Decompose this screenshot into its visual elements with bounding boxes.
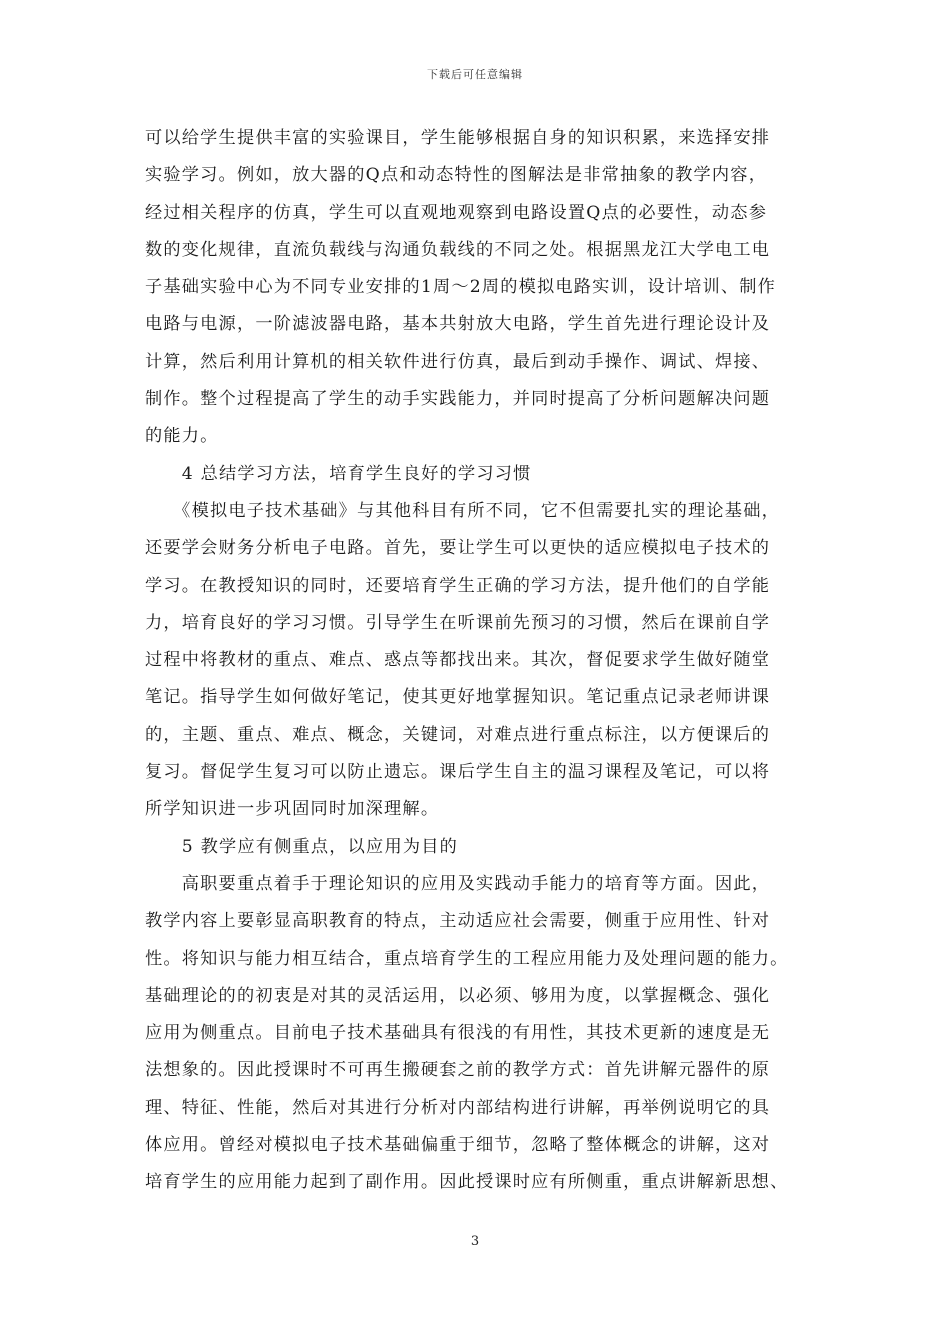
text-line: 的能力。 [145,426,219,447]
text-line: 可以给学生提供丰富的实验课目，学生能够根据自身的知识积累，来选择安排 [145,128,771,148]
text-line: 力，培育良好的学习习惯。引导学生在听课前先预习的习惯，然后在课前自学 [145,612,771,633]
text-line: 法想象的。因此授课时不可再生搬硬套之前的教学方式：首先讲解元器件的原 [145,1060,771,1081]
text-line: 应用为侧重点。目前电子技术基础具有很浅的有用性，其技术更新的速度是无 [145,1023,771,1044]
page-header: 下载后可任意编辑 [427,68,523,81]
text-line: 数的变化规律，直流负载线与沟通负载线的不同之处。根据黑龙江大学电工电 [145,239,771,260]
text-line: 笔记。指导学生如何做好笔记，使其更好地掌握知识。笔记重点记录老师讲课 [145,687,771,708]
text-line: 《模拟电子技术基础》与其他科目有所不同，它不但需要扎实的理论基础， [145,500,780,521]
text-line: 子基础实验中心为不同专业安排的1周～2周的模拟电路实训，设计培训、制作 [145,277,777,298]
text-line: 高职要重点着手于理论知识的应用及实践动手能力的培育等方面。因此， [145,873,771,894]
text-line: 电路与电源，一阶滤波器电路，基本共射放大电路，学生首先进行理论设计及 [145,314,771,335]
section-heading: 5 教学应有侧重点，以应用为目的 [145,836,459,857]
text-line: 复习。督促学生复习可以防止遗忘。课后学生自主的温习课程及笔记，可以将 [145,762,771,783]
text-line: 体应用。曾经对模拟电子技术基础偏重于细节，忽略了整体概念的讲解，这对 [145,1135,771,1156]
text-line: 制作。整个过程提高了学生的动手实践能力，并同时提高了分析问题解决问题 [145,389,771,410]
text-line: 计算，然后利用计算机的相关软件进行仿真，最后到动手操作、调试、焊接、 [145,351,771,372]
text-line: 基础理论的的初衷是对其的灵活运用，以必须、够用为度，以掌握概念、强化 [145,985,771,1006]
text-line: 过程中将教材的重点、难点、惑点等都找出来。其次，督促要求学生做好随堂 [145,650,771,671]
text-line: 学习。在教授知识的同时，还要培育学生正确的学习方法，提升他们的自学能 [145,575,771,596]
text-line: 理、特征、性能，然后对其进行分析对内部结构进行讲解，再举例说明它的具 [145,1097,771,1118]
text-line: 还要学会财务分析电子电路。首先，要让学生可以更快的适应模拟电子技术的 [145,538,771,559]
text-line: 经过相关程序的仿真，学生可以直观地观察到电路设置Q点的必要性，动态参 [145,202,768,223]
document-body [145,120,808,1202]
text-line: 教学内容上要彰显高职教育的特点，主动适应社会需要，侧重于应用性、针对 [145,911,771,932]
text-line: 的，主题、重点、难点、概念，关键词，对难点进行重点标注，以方便课后的 [145,724,771,745]
text-line: 培育学生的应用能力起到了副作用。因此授课时应有所侧重，重点讲解新思想、 [145,1172,789,1193]
section-heading: 4 总结学习方法，培育学生良好的学习习惯 [145,463,532,484]
text-line: 所学知识进一步巩固同时加深理解。 [145,799,440,820]
page-number: 3 [470,1234,480,1249]
text-line: 性。将知识与能力相互结合，重点培育学生的工程应用能力及处理问题的能力。 [145,948,789,969]
text-line: 实验学习。例如，放大器的Q点和动态特性的图解法是非常抽象的教学内容， [145,165,768,186]
